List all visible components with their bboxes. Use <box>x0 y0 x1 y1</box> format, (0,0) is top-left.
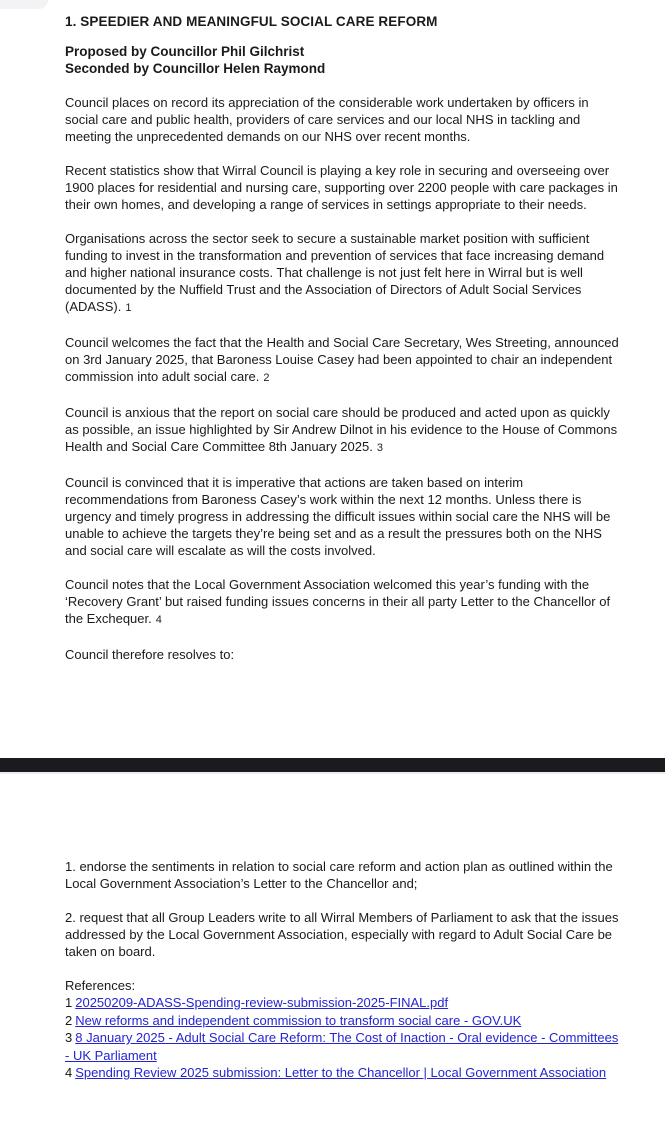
reference-link[interactable]: New reforms and independent commission to transform social care - GOV.UK <box>75 1012 522 1028</box>
paragraph <box>65 404 620 457</box>
resolution-item: 2. request that all Group Leaders write to all Wirral Members of Parliament to ask that the issues addressed by the Local Government Association, especially with regard to Adult Social Care be taken on board. <box>65 910 619 959</box>
reference-item <box>65 1064 620 1082</box>
reference-number: 3 <box>65 1030 73 1045</box>
reference-number: 1 <box>65 995 73 1010</box>
page-break-bar <box>0 758 665 774</box>
references-label: References: <box>65 978 136 993</box>
paragraph-text: Council welcomes the fact that the Health and Social Care Secretary, Wes Streeting, announced on 3rd January 2025, that Baroness Louise Casey had been appointed to chair an independent commission into adult social care. <box>65 335 619 384</box>
reference-item <box>65 1029 620 1064</box>
reference-number: 4 <box>65 1065 73 1080</box>
paragraph-text: Council notes that the Local Government Association welcomed this year’s funding with the ‘Recovery Grant’ but raised funding issues concerns in their all party Letter to the Chancellor of the Exchequer. <box>65 577 611 626</box>
resolution-item: 1. endorse the sentiments in relation to social care reform and action plan as outlined within the Local Government Association’s Letter to the Chancellor and; <box>65 859 613 891</box>
resolutions-section <box>0 774 665 1082</box>
resolution-intro: Council therefore resolves to: <box>65 647 235 662</box>
paragraph <box>65 162 620 213</box>
paragraph-text: Council is convinced that it is imperative that actions are taken based on interim recommendations from Baroness Casey’s work within the next 12 months. Unless there is urgency and timely progress in addressing the difficult issues within social care the NHS will be unable to achieve the targets they’re being set and as a result the pressures both on the NHS and social care will escalate as will the costs involved. <box>65 475 611 558</box>
reference-link[interactable]: Spending Review 2025 submission: Letter to the Chancellor | Local Government Association <box>75 1065 607 1080</box>
seconded-by-line: Seconded by Councillor Helen Raymond <box>65 61 326 76</box>
motion-title: 1. SPEEDIER AND MEANINGFUL SOCIAL CARE REFORM <box>65 14 438 29</box>
paragraph <box>65 576 620 629</box>
overlay-corner-remnant <box>0 0 48 9</box>
references-section <box>65 977 620 1082</box>
proposer-block <box>65 43 620 77</box>
paragraph <box>65 230 620 317</box>
footnote-marker: 1 <box>125 302 132 314</box>
proposed-by-line: Proposed by Councillor Phil Gilchrist <box>65 44 305 59</box>
reference-link[interactable]: 8 January 2025 - Adult Social Care Reform: The Cost of Inaction - Oral evidence - Committees - UK Parliament <box>65 1030 619 1063</box>
paragraph <box>65 474 620 559</box>
page-break-region <box>0 758 665 774</box>
footnote-marker: 3 <box>376 442 383 454</box>
paragraph-text: Council is anxious that the report on social care should be produced and acted upon as quickly as possible, an issue highlighted by Sir Andrew Dilnot in his evidence to the House of Commons Health and Social Care Committee 8th January 2025. <box>65 405 618 454</box>
paragraph <box>65 334 620 387</box>
reference-item <box>65 1012 620 1030</box>
paragraph-text: Council places on record its appreciation of the considerable work undertaken by officers in social care and public health, providers of care services and our local NHS in tackling and meeting the unprecedented demands on our NHS over recent months. <box>65 95 589 144</box>
footnote-marker: 2 <box>263 372 270 384</box>
paragraph <box>65 94 620 145</box>
reference-number: 2 <box>65 1012 73 1028</box>
paragraph-text: Recent statistics show that Wirral Council is playing a key role in securing and overseeing over 1900 places for residential and nursing care, supporting over 2200 people with care packages in their own homes, and developing a range of services in settings appropriate to their needs. <box>65 163 618 212</box>
footnote-marker: 4 <box>155 614 162 626</box>
reference-link[interactable]: 20250209-ADASS-Spending-review-submission-2025-FINAL.pdf <box>75 995 449 1010</box>
reference-item <box>65 994 620 1012</box>
paragraph-text: Organisations across the sector seek to secure a sustainable market position with sufficient funding to invest in the transformation and prevention of services that face increasing demand and higher national insurance costs. That challenge is not just felt here in Wirral but is well documented by the Nuffield Trust and the Association of Directors of Adult Social Services (ADASS). <box>65 231 605 314</box>
